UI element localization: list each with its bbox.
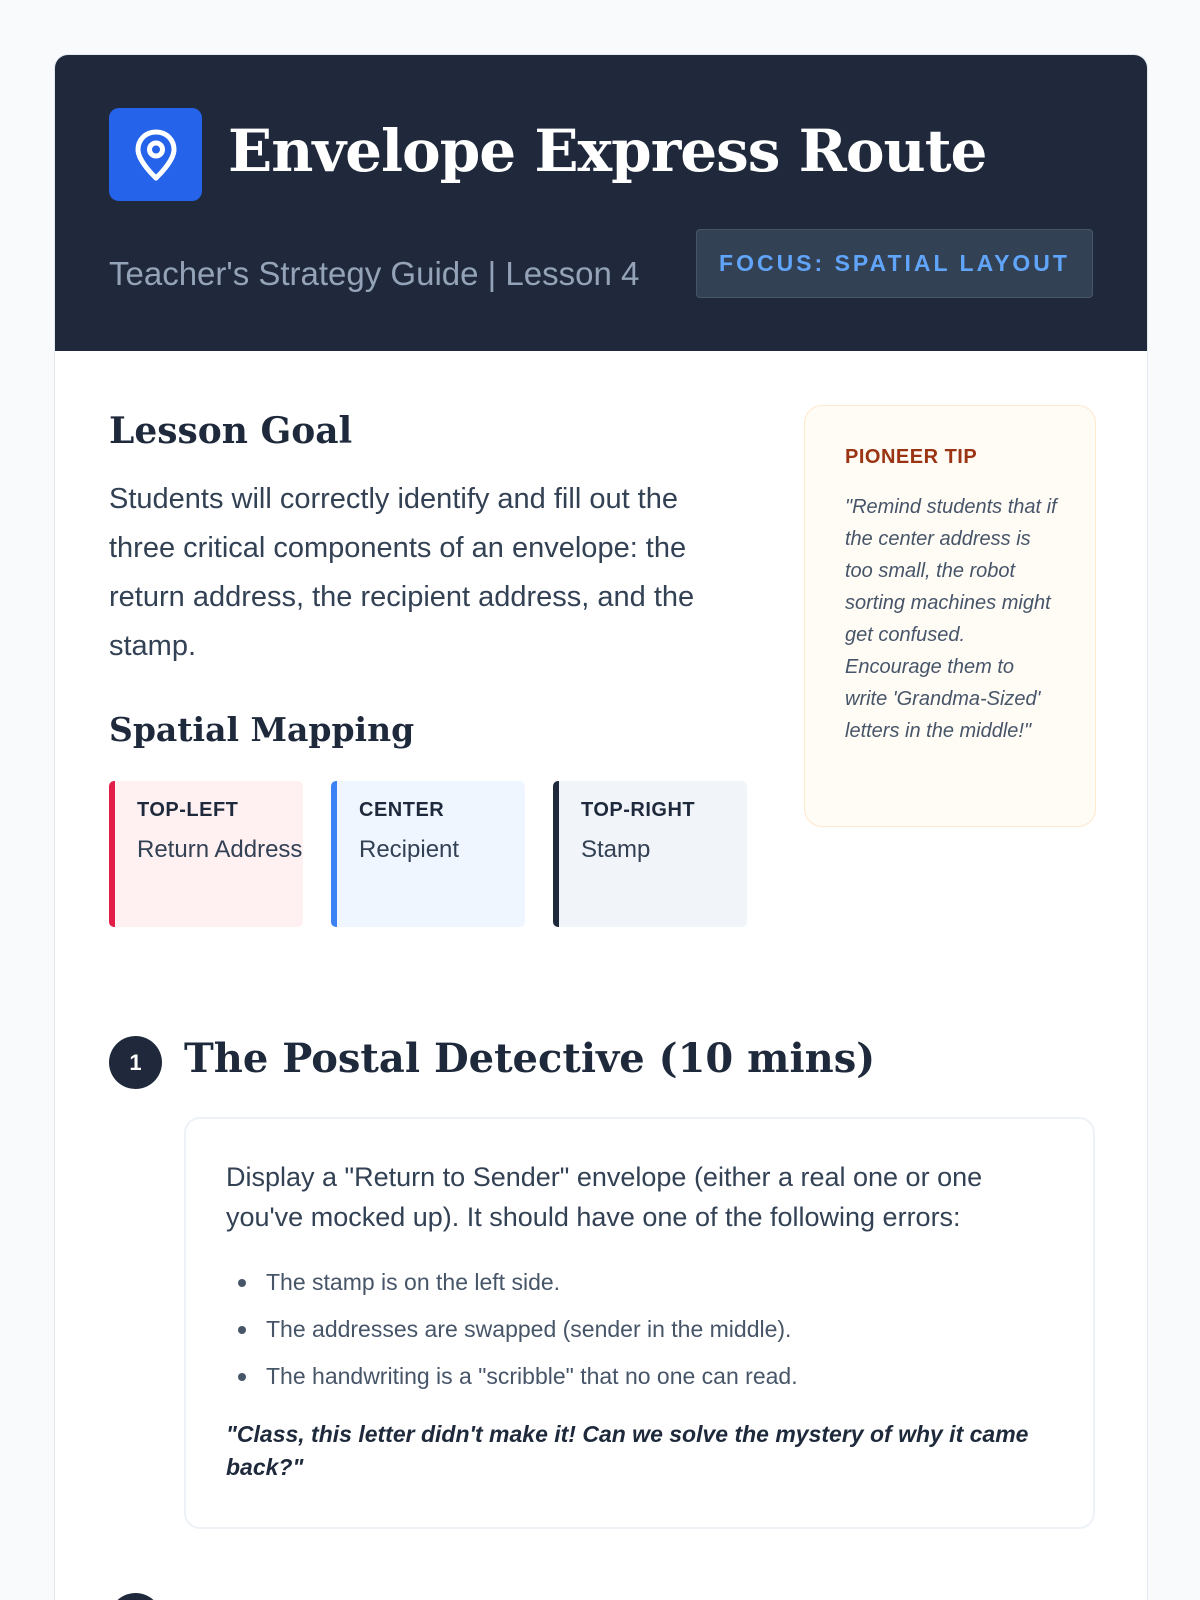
header <box>55 55 1148 351</box>
mapping-card-top-left <box>109 781 303 927</box>
focus-badge: FOCUS: SPATIAL LAYOUT <box>696 229 1093 298</box>
error-list <box>226 1259 1053 1400</box>
step-number-badge-next <box>109 1593 162 1600</box>
tip-text: "Remind students that if the center address is too small, the robot sorting machines might get confused. Encourage them to write 'Grandma-Sized' letters in the middle!" <box>845 496 1057 742</box>
list-item: The handwriting is a "scribble" that no one can read. <box>226 1353 1053 1400</box>
mapping-label: CENTER <box>359 799 445 821</box>
mapping-label: TOP-LEFT <box>137 799 239 821</box>
page-title: Envelope Express Route <box>228 117 987 185</box>
teacher-quote: "Class, this letter didn't make it! Can we solve the mystery of why it came back?" <box>226 1421 1029 1480</box>
pioneer-tip-box <box>804 405 1096 827</box>
location-pin-icon <box>133 128 179 182</box>
step-title: The Postal Detective (10 mins) <box>184 1035 876 1082</box>
list-item: The stamp is on the left side. <box>226 1259 1053 1306</box>
mapping-value: Recipient <box>359 836 460 863</box>
mapping-card-center <box>331 781 525 927</box>
page-subtitle: Teacher's Strategy Guide | Lesson 4 <box>109 255 640 292</box>
mapping-label: TOP-RIGHT <box>581 799 696 821</box>
mapping-card-top-right <box>553 781 747 927</box>
step-number-badge: 1 <box>109 1036 162 1089</box>
spatial-mapping-heading: Spatial Mapping <box>109 710 415 749</box>
mapping-value: Stamp <box>581 836 651 863</box>
lesson-card <box>54 54 1148 1600</box>
step-description: Display a "Return to Sender" envelope (either a real one or one you've mocked up). It should have one of the following errors: <box>226 1162 983 1232</box>
lesson-goal-text: Students will correctly identify and fill out the three critical components of an envelope: the return address, the recipient address, and the stamp. <box>109 483 695 662</box>
step-content-box <box>184 1117 1095 1529</box>
tip-title: PIONEER TIP <box>845 446 978 468</box>
mapping-value: Return Address <box>137 836 303 863</box>
lesson-goal-heading: Lesson Goal <box>109 410 353 452</box>
logo-badge <box>109 108 202 201</box>
list-item: The addresses are swapped (sender in the middle). <box>226 1306 1053 1353</box>
